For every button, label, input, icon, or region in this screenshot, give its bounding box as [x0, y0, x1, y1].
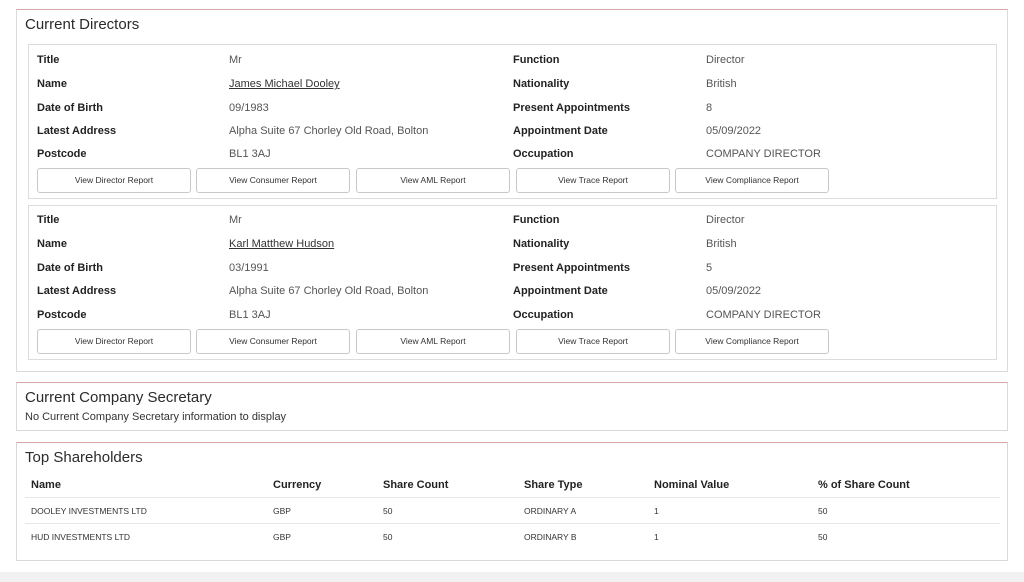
column-header-percent-share-count: % of Share Count: [818, 479, 910, 491]
row-divider: [25, 497, 1000, 498]
appointments-label: Present Appointments: [513, 262, 630, 274]
director-name-link[interactable]: James Michael Dooley: [229, 78, 340, 90]
shareholder-share-type: ORDINARY A: [524, 506, 577, 516]
occupation-label: Occupation: [513, 148, 574, 160]
address-value: Alpha Suite 67 Chorley Old Road, Bolton: [229, 285, 429, 297]
column-header-share-count: Share Count: [383, 479, 449, 491]
page-footer-bar: [0, 572, 1024, 582]
title-label: Title: [37, 214, 60, 226]
function-value: Director: [706, 214, 745, 226]
top-shareholders-panel: [16, 442, 1008, 561]
appointments-value: 8: [706, 102, 713, 114]
view-director-report-button[interactable]: View Director Report: [37, 168, 191, 193]
name-label: Name: [37, 78, 67, 90]
shareholder-share-count: 50: [383, 532, 393, 542]
shareholder-name: DOOLEY INVESTMENTS LTD: [31, 506, 147, 516]
dob-label: Date of Birth: [37, 102, 103, 114]
occupation-label: Occupation: [513, 309, 574, 321]
address-label: Latest Address: [37, 285, 117, 297]
appointments-label: Present Appointments: [513, 102, 630, 114]
company-secretary-panel: [16, 382, 1008, 431]
view-trace-report-button[interactable]: View Trace Report: [516, 168, 670, 193]
column-header-nominal-value: Nominal Value: [654, 479, 730, 491]
top-shareholders-title: Top Shareholders: [25, 449, 143, 466]
view-director-report-button[interactable]: View Director Report: [37, 329, 191, 354]
column-header-share-type: Share Type: [524, 479, 583, 491]
shareholder-percent-share-count: 50: [818, 506, 828, 516]
occupation-value: COMPANY DIRECTOR: [706, 309, 821, 321]
director-card: [28, 205, 997, 360]
shareholder-nominal-value: 1: [654, 506, 659, 516]
appointment-date-value: 05/09/2022: [706, 285, 762, 297]
column-header-name: Name: [31, 479, 61, 491]
address-label: Latest Address: [37, 125, 117, 137]
nationality-label: Nationality: [513, 238, 570, 250]
view-aml-report-button[interactable]: View AML Report: [356, 168, 510, 193]
appointment-date-value: 05/09/2022: [706, 125, 762, 137]
function-value: Director: [706, 54, 745, 66]
company-secretary-message: No Current Company Secretary information to display: [25, 411, 287, 423]
company-secretary-title: Current Company Secretary: [25, 389, 212, 406]
view-consumer-report-button[interactable]: View Consumer Report: [196, 168, 350, 193]
dob-label: Date of Birth: [37, 262, 103, 274]
address-value: Alpha Suite 67 Chorley Old Road, Bolton: [229, 125, 429, 137]
shareholder-currency: GBP: [273, 506, 291, 516]
director-name-link[interactable]: Karl Matthew Hudson: [229, 238, 335, 250]
postcode-value: BL1 3AJ: [229, 309, 271, 321]
shareholder-share-count: 50: [383, 506, 393, 516]
shareholder-nominal-value: 1: [654, 532, 659, 542]
view-trace-report-button[interactable]: View Trace Report: [516, 329, 670, 354]
current-directors-panel: [16, 9, 1008, 372]
dob-value: 09/1983: [229, 102, 269, 114]
column-header-currency: Currency: [273, 479, 322, 491]
shareholder-percent-share-count: 50: [818, 532, 828, 542]
row-divider: [25, 523, 1000, 524]
view-compliance-report-button[interactable]: View Compliance Report: [675, 329, 829, 354]
postcode-value: BL1 3AJ: [229, 148, 271, 160]
dob-value: 03/1991: [229, 262, 269, 274]
shareholder-share-type: ORDINARY B: [524, 532, 577, 542]
title-value: Mr: [229, 214, 242, 226]
appointment-date-label: Appointment Date: [513, 125, 608, 137]
view-compliance-report-button[interactable]: View Compliance Report: [675, 168, 829, 193]
nationality-value: British: [706, 238, 737, 250]
view-aml-report-button[interactable]: View AML Report: [356, 329, 510, 354]
title-value: Mr: [229, 54, 242, 66]
appointment-date-label: Appointment Date: [513, 285, 608, 297]
name-label: Name: [37, 238, 67, 250]
postcode-label: Postcode: [37, 148, 87, 160]
shareholder-name: HUD INVESTMENTS LTD: [31, 532, 131, 542]
appointments-value: 5: [706, 262, 713, 274]
nationality-label: Nationality: [513, 78, 570, 90]
current-directors-title: Current Directors: [25, 16, 140, 33]
function-label: Function: [513, 214, 560, 226]
function-label: Function: [513, 54, 560, 66]
director-card: [28, 44, 997, 199]
postcode-label: Postcode: [37, 309, 87, 321]
occupation-value: COMPANY DIRECTOR: [706, 148, 821, 160]
view-consumer-report-button[interactable]: View Consumer Report: [196, 329, 350, 354]
nationality-value: British: [706, 78, 737, 90]
title-label: Title: [37, 54, 60, 66]
shareholder-currency: GBP: [273, 532, 291, 542]
